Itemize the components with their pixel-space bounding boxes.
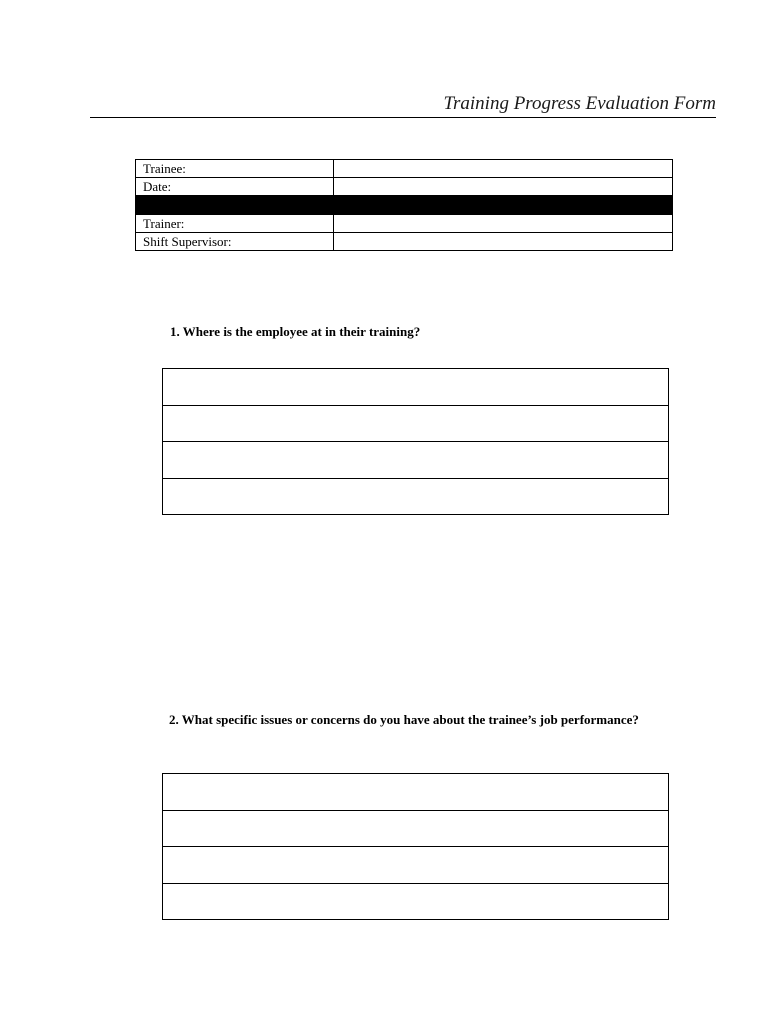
answer-line[interactable] [163,479,668,516]
trainee-field[interactable] [334,160,673,178]
date-label: Date: [136,178,334,196]
redacted-field [334,196,673,215]
question-1-answer-box [162,368,669,515]
date-field[interactable] [334,178,673,196]
question-2-answer-box [162,773,669,920]
question-1: 1. Where is the employee at in their training? [170,324,421,339]
info-row-redacted [136,196,673,215]
answer-line[interactable] [163,369,668,406]
answer-line[interactable] [163,847,668,884]
trainee-info-table [135,159,673,251]
shift-supervisor-label: Shift Supervisor: [136,233,334,251]
answer-line[interactable] [163,811,668,848]
info-row-date [136,178,673,196]
answer-line[interactable] [163,884,668,921]
info-row-trainee [136,160,673,178]
trainee-label: Trainee: [136,160,334,178]
form-title: Training Progress Evaluation Form [443,93,716,114]
trainer-label: Trainer: [136,215,334,233]
answer-line[interactable] [163,774,668,811]
answer-line[interactable] [163,442,668,479]
trainer-field[interactable] [334,215,673,233]
question-2: 2. What specific issues or concerns do you have about the trainee’s job performance? [169,712,639,727]
title-divider [90,117,716,118]
info-row-trainer [136,215,673,233]
redacted-label [136,196,334,215]
answer-line[interactable] [163,406,668,443]
info-row-shift-supervisor [136,233,673,251]
shift-supervisor-field[interactable] [334,233,673,251]
